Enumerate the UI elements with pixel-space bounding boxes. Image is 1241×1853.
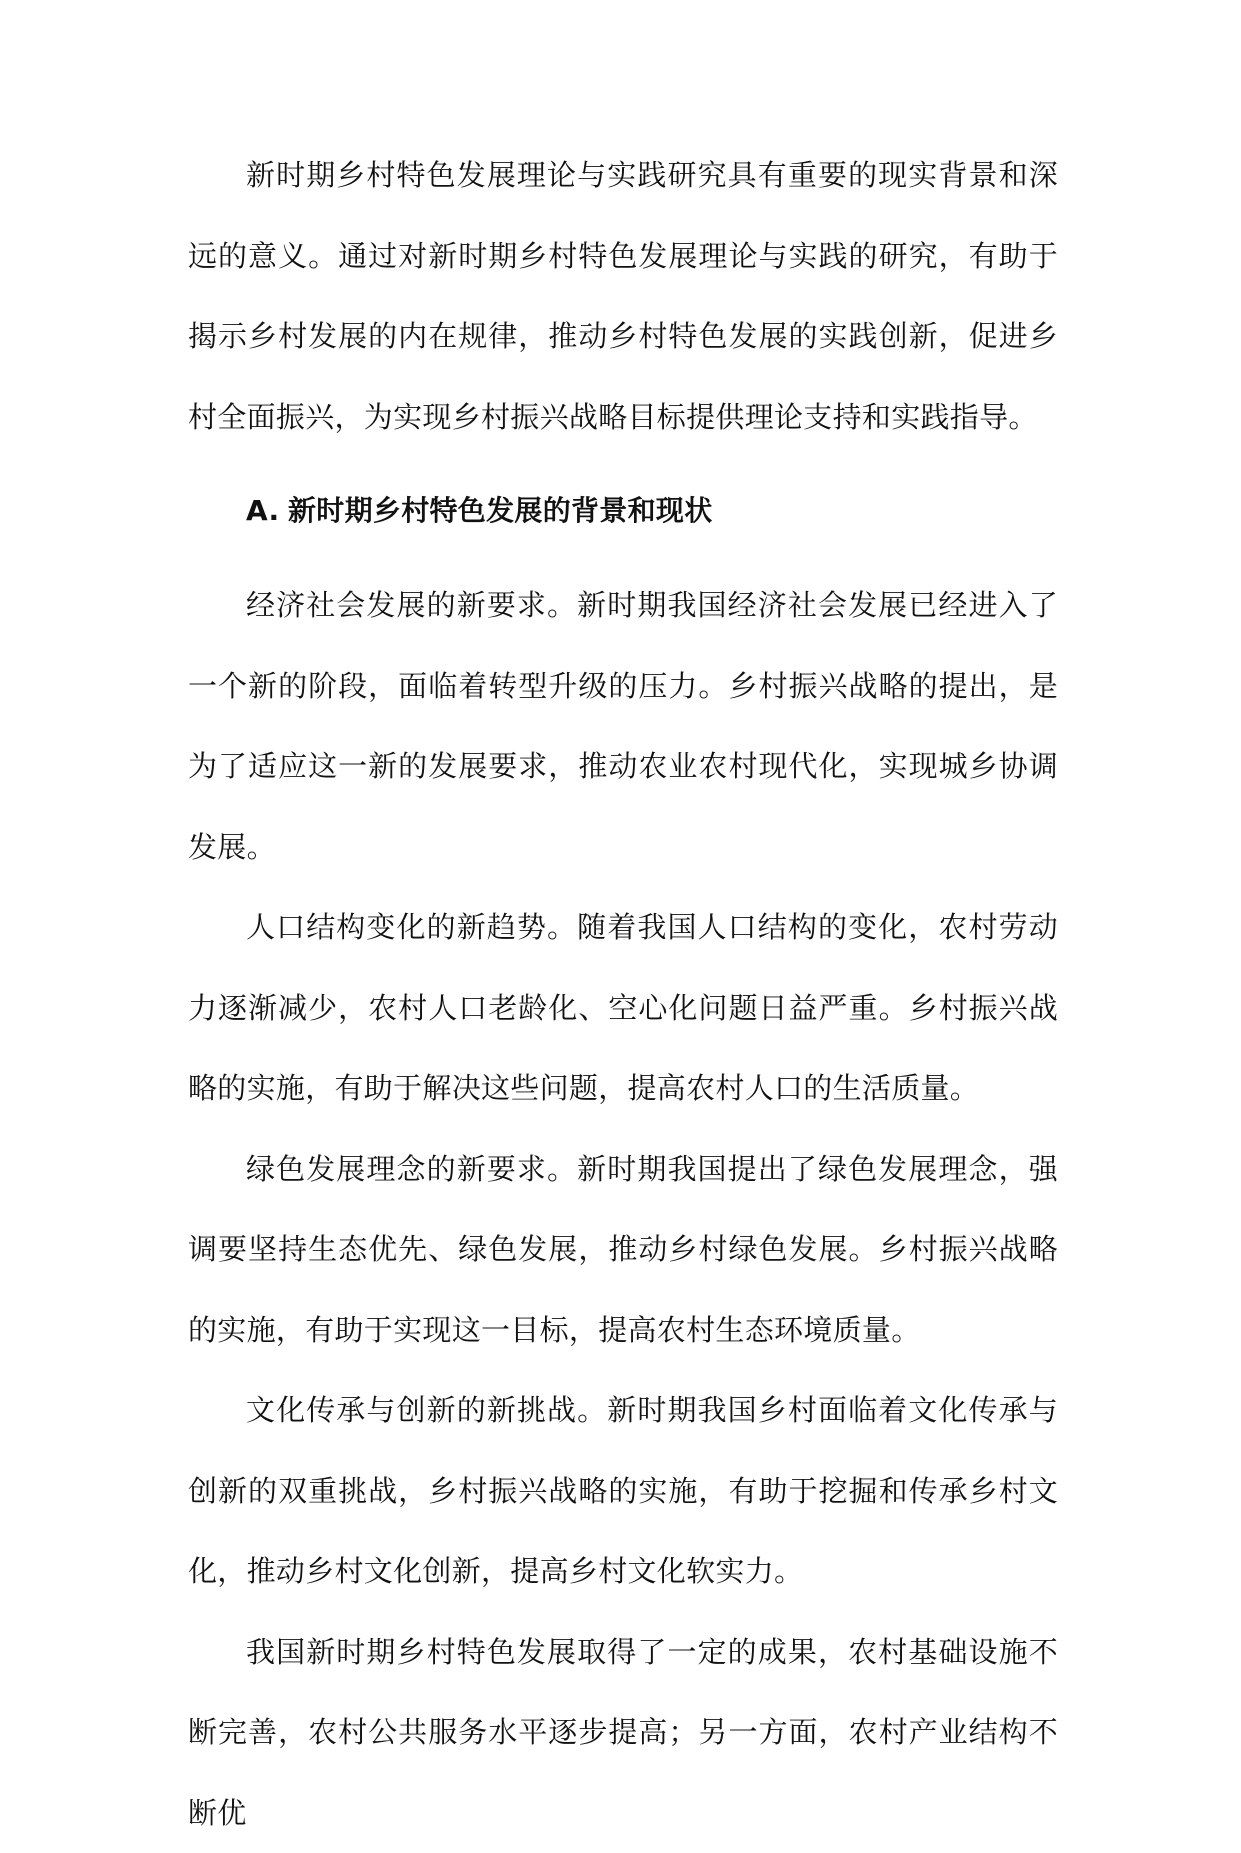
section-title: 新时期乡村特色发展的背景和现状 <box>288 494 713 527</box>
body-paragraph: 绿色发展理念的新要求。新时期我国提出了绿色发展理念，强调要坚持生态优先、绿色发展，推动乡村绿色发展。乡村振兴战略的实施，有助于实现这一目标，提高农村生态环境质量。 <box>188 1129 1058 1371</box>
body-paragraph: 人口结构变化的新趋势。随着我国人口结构的变化，农村劳动力逐渐减少，农村人口老龄化、空心化问题日益严重。乡村振兴战略的实施，有助于解决这些问题，提高农村人口的生活质量。 <box>188 887 1058 1129</box>
body-paragraph: 文化传承与创新的新挑战。新时期我国乡村面临着文化传承与创新的双重挑战，乡村振兴战略的实施，有助于挖掘和传承乡村文化，推动乡村文化创新，提高乡村文化软实力。 <box>188 1370 1058 1612</box>
intro-paragraph: 新时期乡村特色发展理论与实践研究具有重要的现实背景和深远的意义。通过对新时期乡村特色发展理论与实践的研究，有助于揭示乡村发展的内在规律，推动乡村特色发展的实践创新，促进乡村全面振兴，为实现乡村振兴战略目标提供理论支持和实践指导。 <box>188 135 1058 457</box>
body-paragraph: 我国新时期乡村特色发展取得了一定的成果，农村基础设施不断完善，农村公共服务水平逐步提高；另一方面，农村产业结构不断优 <box>188 1612 1058 1853</box>
section-label: A. <box>246 457 288 565</box>
page-body <box>188 135 1058 1853</box>
section-heading <box>188 457 1058 565</box>
body-paragraph: 经济社会发展的新要求。新时期我国经济社会发展已经进入了一个新的阶段，面临着转型升级的压力。乡村振兴战略的提出，是为了适应这一新的发展要求，推动农业农村现代化，实现城乡协调发展。 <box>188 565 1058 887</box>
